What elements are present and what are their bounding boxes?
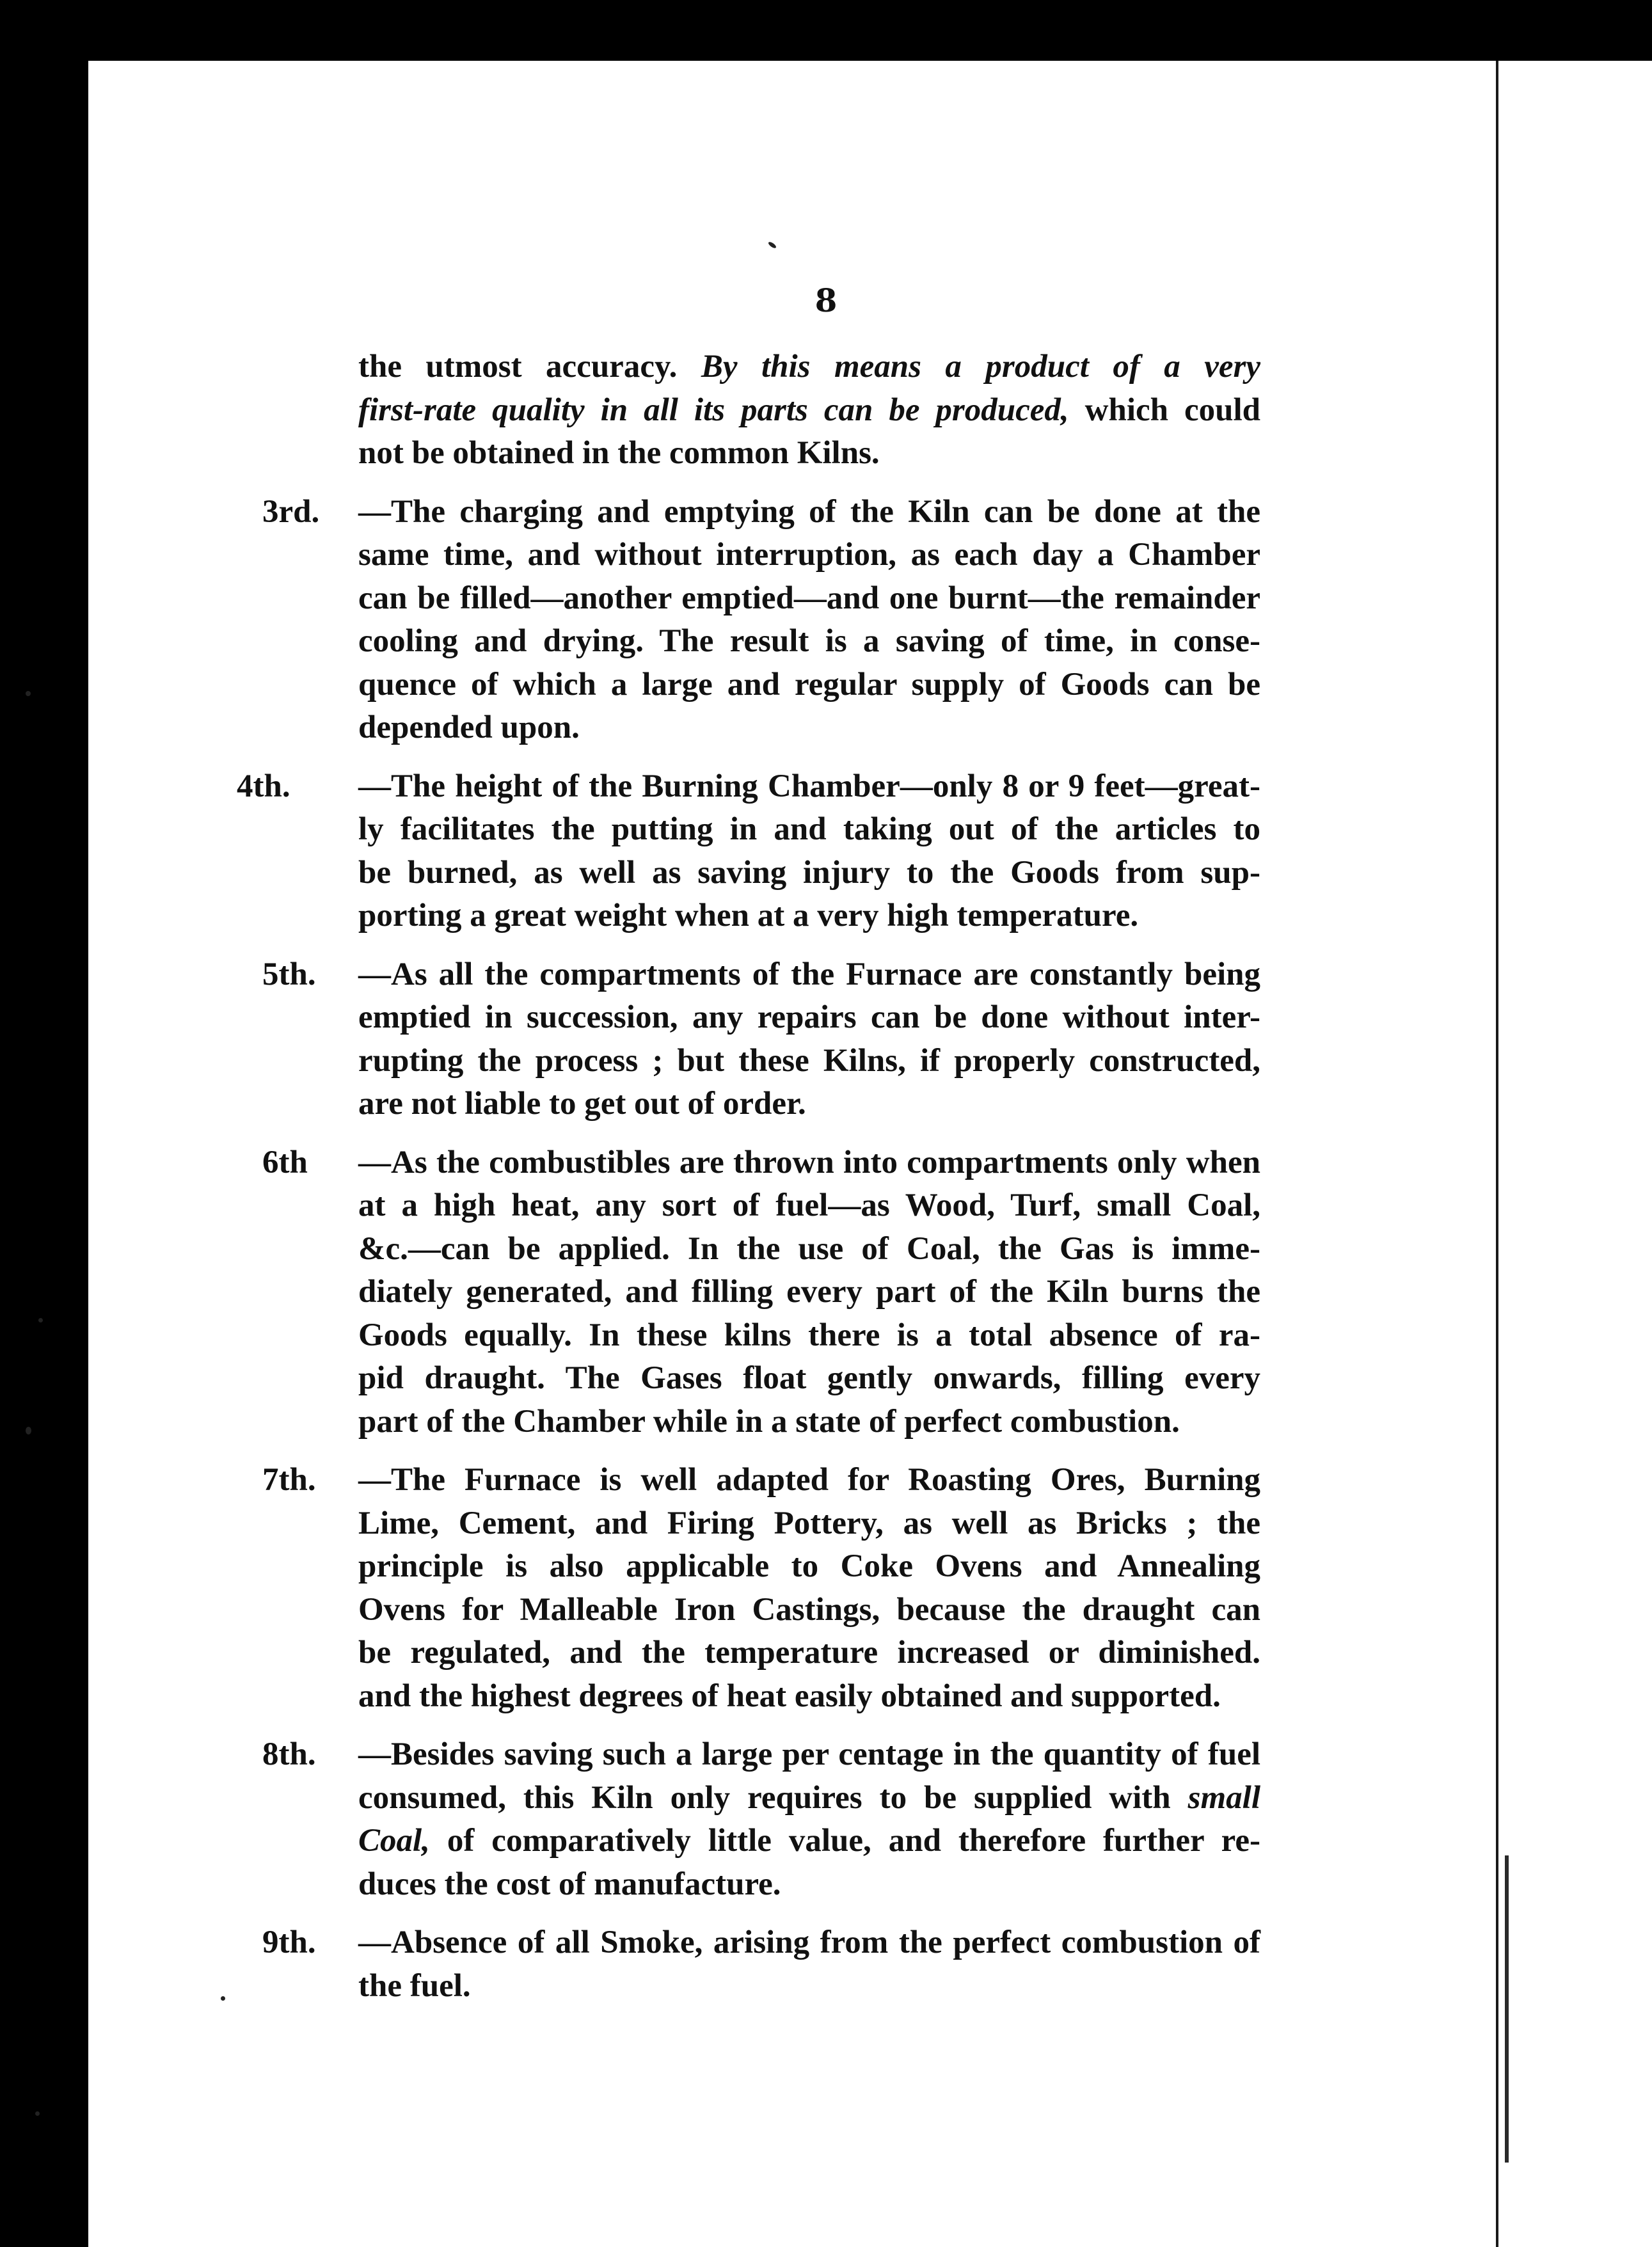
line-text: consumed, this Kiln only requires to be supplied with <box>358 1779 1188 1816</box>
text-line: same time, and without interruption, as each day a Chamber <box>358 537 1260 573</box>
text-line: &c.—can be applied. In the use of Coal, the Gas is imme- <box>358 1230 1260 1267</box>
italic-text: small <box>1187 1779 1260 1816</box>
adjacent-page-edge <box>1496 61 1652 2247</box>
text-line: be burned, as well as saving injury to the Goods from sup- <box>358 854 1260 891</box>
text-line: rupting the process ; but these Kilns, if properly constructed, <box>358 1042 1260 1079</box>
text-line <box>358 1733 1260 1777</box>
line-text: the utmost accuracy. <box>358 349 701 385</box>
list-item <box>262 1733 1260 1906</box>
list-item <box>262 1141 1260 1444</box>
text-line: —The Furnace is well adapted for Roasting Ores, Burning <box>358 1462 1260 1498</box>
text-line: —The charging and emptying of the Kiln can be done at the <box>358 493 1260 530</box>
text-line: —Absence of all Smoke, arising from the perfect combustion of <box>358 1925 1260 1960</box>
text-line: Goods equally. In these kilns there is a total absence of ra- <box>358 1317 1260 1353</box>
item-number: 7th. <box>262 1462 316 1498</box>
item-number: 8th. <box>262 1736 316 1772</box>
text-line <box>358 432 1260 475</box>
text-line: —As the combustibles are thrown into compartments only when <box>358 1144 1260 1180</box>
scan-speck <box>35 2111 40 2116</box>
text-line: are not liable to get out of order. <box>358 1086 806 1122</box>
list-item <box>262 491 1260 750</box>
numbered-list <box>237 491 1260 2008</box>
text-line: be regulated, and the temperature increased or diminished. <box>358 1635 1260 1671</box>
text-line: at a high heat, any sort of fuel—as Wood, Turf, small Coal, <box>358 1187 1260 1223</box>
italic-text: first-rate quality in all its parts can be produced, <box>358 392 1069 428</box>
text-line: and the highest degrees of heat easily obtained and supported. <box>358 1678 1221 1714</box>
italic-text: Coal, <box>358 1823 430 1859</box>
scan-speck <box>221 1996 225 2001</box>
text-line <box>358 1863 1260 1907</box>
text-line <box>358 1820 1260 1863</box>
text-line: porting a great weight when at a very high temperature. <box>358 898 1139 933</box>
text-line <box>358 1777 1260 1820</box>
item-number: 6th <box>262 1144 308 1180</box>
text-line: —The height of the Burning Chamber—only 8 or 9 feet—great- <box>358 768 1260 804</box>
line-text: which could <box>1068 392 1260 428</box>
line-text: —Besides saving such a large per centage in the quantity of fuel <box>358 1736 1260 1772</box>
text-line: —As all the compartments of the Furnace are constantly being <box>358 956 1260 992</box>
gutter-shadow <box>1505 1855 1509 2163</box>
scan-speck <box>26 1427 31 1434</box>
text-line: cooling and drying. The result is a saving of time, in conse- <box>358 623 1260 659</box>
list-item <box>237 765 1260 938</box>
line-text: not be obtained in the common Kilns. <box>358 435 880 471</box>
text-line: pid draught. The Gases float gently onwards, filling every <box>358 1360 1260 1396</box>
item-number: 5th. <box>262 956 316 992</box>
item-number: 3rd. <box>262 493 320 530</box>
text-line <box>358 345 1260 389</box>
line-text: of comparatively little value, and therefore further re- <box>429 1823 1260 1859</box>
line-text: duces the cost of manufacture. <box>358 1866 781 1902</box>
text-line: can be filled—another emptied—and one burnt—the remainder <box>358 580 1260 616</box>
text-line: diately generated, and filling every part of the Kiln burns the <box>358 1274 1260 1310</box>
scan-speck <box>26 691 31 696</box>
list-item <box>262 1921 1260 2008</box>
scan-speck <box>38 1318 43 1322</box>
text-line <box>358 389 1260 433</box>
item-number: 4th. <box>237 768 290 804</box>
list-item <box>262 953 1260 1126</box>
text-line: part of the Chamber while in a state of perfect combustion. <box>358 1403 1180 1440</box>
body-text <box>237 345 1260 2023</box>
italic-text: By this means a product of a very <box>701 349 1260 385</box>
list-item <box>262 1459 1260 1718</box>
item-number: 9th. <box>262 1925 316 1960</box>
text-line: ly facilitates the putting in and taking out of the articles to <box>358 811 1260 847</box>
text-line: the fuel. <box>358 1967 471 2004</box>
text-line: quence of which a large and regular supply of Goods can be <box>358 666 1260 703</box>
page-number: 8 <box>814 282 838 319</box>
text-line: Lime, Cement, and Firing Pottery, as well as Bricks ; the <box>358 1505 1260 1541</box>
text-line: depended upon. <box>358 710 580 745</box>
text-line: emptied in succession, any repairs can be done without inter- <box>358 999 1260 1035</box>
text-line: principle is also applicable to Coke Ovens and Annealing <box>358 1548 1260 1584</box>
text-line: Ovens for Malleable Iron Castings, because the draught can <box>358 1591 1260 1628</box>
opening-paragraph <box>358 345 1260 475</box>
